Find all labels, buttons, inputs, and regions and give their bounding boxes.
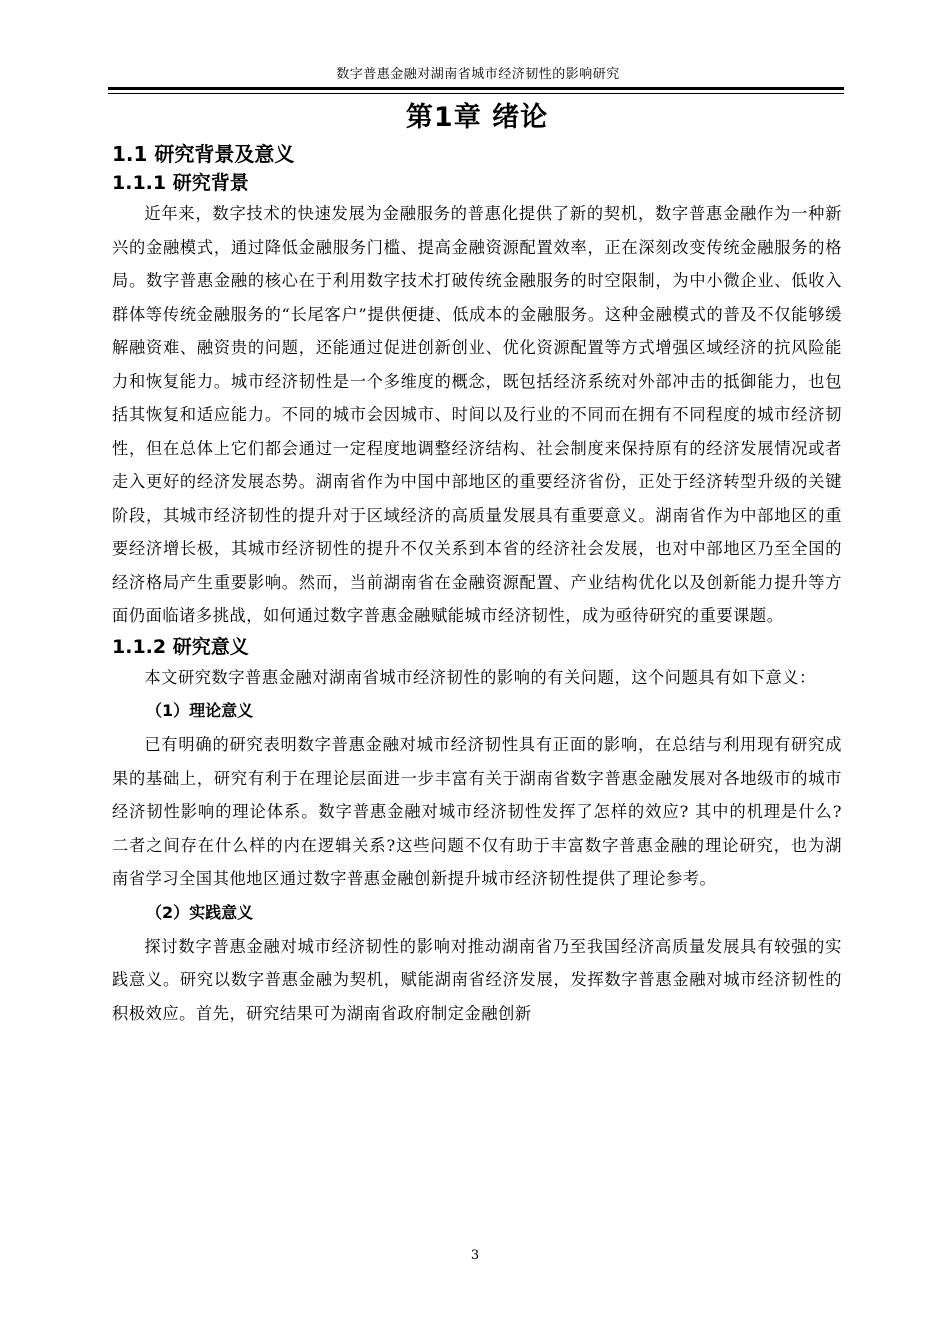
practice-significance-heading: （2）实践意义 <box>146 902 254 922</box>
theory-significance-paragraph: 已有明确的研究表明数字普惠金融对城市经济韧性具有正面的影响，在总结与利用现有研究成果的基础上，研究有利于在理论层面进一步丰富有关于湖南省数字普惠金融发展对各地级市的城市经济韧性影响的理论体系。数字普惠金融对城市经济韧性发挥了怎样的效应? 其中的机理是什么? 二者之间存在什么样的内在逻辑关系?这些问题不仅有助于丰富数字普惠金融的理论研究，也为湖南省学习全国其他地区通过数字普惠金融创新提升城市经济韧性提供了理论参考。 <box>112 735 842 888</box>
header-rule-thick <box>108 87 844 90</box>
running-header: 数字普惠金融对湖南省城市经济韧性的影响研究 <box>336 67 620 82</box>
page-number: 3 <box>470 1248 480 1263</box>
chapter-title: 第1章 绪论 <box>405 102 549 133</box>
header-rule-thin <box>108 93 844 94</box>
section-heading-1-1-2: 1.1.2 研究意义 <box>112 635 249 658</box>
practice-significance-paragraph: 探讨数字普惠金融对城市经济韧性的影响对推动湖南省乃至我国经济高质量发展具有较强的实践意义。研究以数字普惠金融为契机，赋能湖南省经济发展，发挥数字普惠金融对城市经济韧性的积极效应。首先，研究结果可为湖南省政府制定金融创新 <box>112 936 842 1023</box>
significance-intro-paragraph: 本文研究数字普惠金融对湖南省城市经济韧性的影响的有关问题，这个问题具有如下意义： <box>144 667 816 687</box>
section-heading-1-1-1: 1.1.1 研究背景 <box>112 172 249 194</box>
section-heading-1-1: 1.1 研究背景及意义 <box>112 142 295 166</box>
background-paragraph: 近年来，数字技术的快速发展为金融服务的普惠化提供了新的契机，数字普惠金融作为一种新兴的金融模式，通过降低金融服务门槛、提高金融资源配置效率，正在深刻改变传统金融服务的格局。数字普惠金融的核心在于利用数字技术打破传统金融服务的时空限制，为中小微企业、低收入群体等传统金融服务的“长尾客户”提供便捷、低成本的金融服务。这种金融模式的普及不仅能够缓解融资难、融资贵的问题，还能通过促进创新创业、优化资源配置等方式增强区域经济的抗风险能力和恢复能力。城市经济韧性是一个多维度的概念，既包括经济系统对外部冲击的抵御能力，也包括其恢复和适应能力。不同的城市会因城市、时间以及行业的不同而在拥有不同程度的城市经济韧性，但在总体上它们都会通过一定程度地调整经济结构、社会制度来保持原有的经济发展情况或者走入更好的经济发展态势。湖南省作为中国中部地区的重要经济省份，正处于经济转型升级的关键阶段，其城市经济韧性的提升对于区域经济的高质量发展具有重要意义。湖南省作为中部地区的重要经济增长极，其城市经济韧性的提升不仅关系到本省的经济社会发展，也对中部地区乃至全国的经济格局产生重要影响。然而，当前湖南省在金融资源配置、产业结构优化以及创新能力提升等方面仍面临诸多挑战，如何通过数字普惠金融赋能城市经济韧性，成为亟待研究的重要课题。 <box>112 204 842 625</box>
theory-significance-heading: （1）理论意义 <box>146 701 254 720</box>
page-body <box>112 96 842 1030</box>
